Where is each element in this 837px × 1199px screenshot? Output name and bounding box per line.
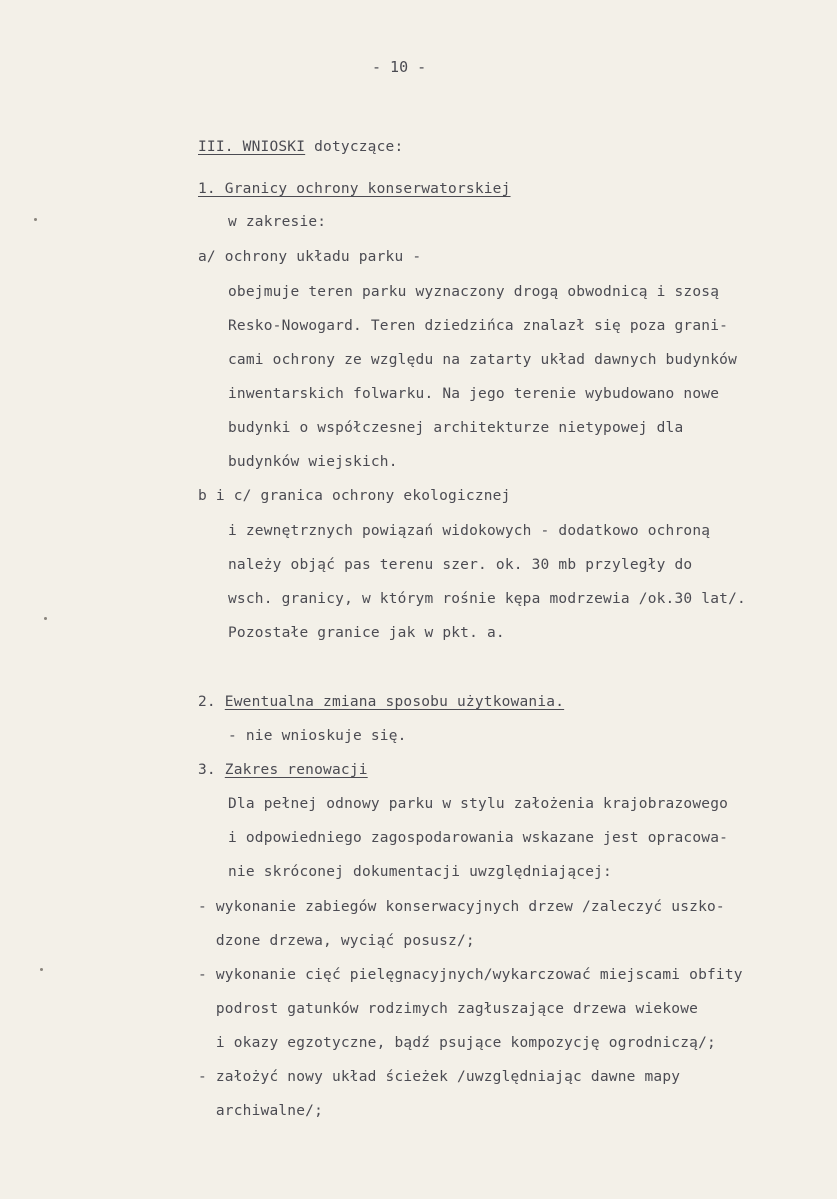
item3-bullet-line: - założyć nowy układ ścieżek /uwzględniając dawne mapy [198, 1069, 681, 1085]
item1-subtitle: w zakresie: [228, 214, 327, 230]
item1-a-line: budynki o współczesnej architekturze nietypowej dla [228, 420, 684, 436]
item1-bc-line: i zewnętrznych powiązań widokowych - dodatkowo ochroną [228, 523, 711, 539]
item3-title-text: Zakres renowacji [224, 762, 368, 778]
item1-bc-line: wsch. granicy, w którym rośnie kępa modrzewia /ok.30 lat/. [228, 591, 746, 607]
item1-bc-line: Pozostałe granice jak w pkt. a. [228, 625, 505, 641]
item2-line: - nie wnioskuje się. [228, 728, 407, 744]
item3-bullet-line: i okazy egzotyczne, bądź psujące kompozycję ogrodniczą/; [198, 1035, 716, 1051]
item3-bullet-line: archiwalne/; [198, 1103, 324, 1119]
binding-hole-mark [34, 218, 37, 221]
item3-line: Dla pełnej odnowy parku w stylu założenia krajobrazowego [228, 796, 729, 812]
item3-number: 3. [198, 762, 225, 778]
item3-bullet-line: - wykonanie cięć pielęgnacyjnych/wykarczować miejscami obfity [198, 967, 743, 983]
binding-hole-mark [40, 968, 43, 971]
item1-title: 1. Granicy ochrony konserwatorskiej [198, 181, 511, 197]
section-heading-suffix: dotyczące: [305, 139, 404, 155]
item1-a-line: cami ochrony ze względu na zatarty układ dawnych budynków [228, 352, 737, 368]
item3-line: nie skróconej dokumentacji uwzględniającej: [228, 864, 612, 880]
section-heading [198, 137, 403, 157]
binding-hole-mark [44, 617, 47, 620]
item2-title [198, 692, 564, 712]
item1-bc-lead: b i c/ granica ochrony ekologicznej [198, 488, 511, 504]
section-heading-label: III. WNIOSKI [198, 139, 306, 155]
item3-bullet-line: - wykonanie zabiegów konserwacyjnych drzew /zaleczyć uszko- [198, 899, 725, 915]
item3-bullet-line: dzone drzewa, wyciąć posusz/; [198, 933, 475, 949]
item1-bc-line: należy objąć pas terenu szer. ok. 30 mb przyległy do [228, 557, 693, 573]
item2-title-text: Ewentualna zmiana sposobu użytkowania. [224, 694, 565, 710]
item3-title [198, 760, 368, 780]
item1-a-line: inwentarskich folwarku. Na jego terenie wybudowano nowe [228, 386, 720, 402]
page-number: - 10 - [372, 58, 427, 76]
item1-a-line: budynków wiejskich. [228, 454, 398, 470]
item1-a-lead: a/ ochrony układu parku - [198, 249, 422, 265]
item3-bullet-line: podrost gatunków rodzimych zagłuszające drzewa wiekowe [198, 1001, 699, 1017]
item1-a-line: Resko-Nowogard. Teren dziedzińca znalazł się poza grani- [228, 318, 729, 334]
item2-number: 2. [198, 694, 225, 710]
item1-a-line: obejmuje teren parku wyznaczony drogą obwodnicą i szosą [228, 284, 720, 300]
item3-line: i odpowiedniego zagospodarowania wskazane jest opracowa- [228, 830, 729, 846]
